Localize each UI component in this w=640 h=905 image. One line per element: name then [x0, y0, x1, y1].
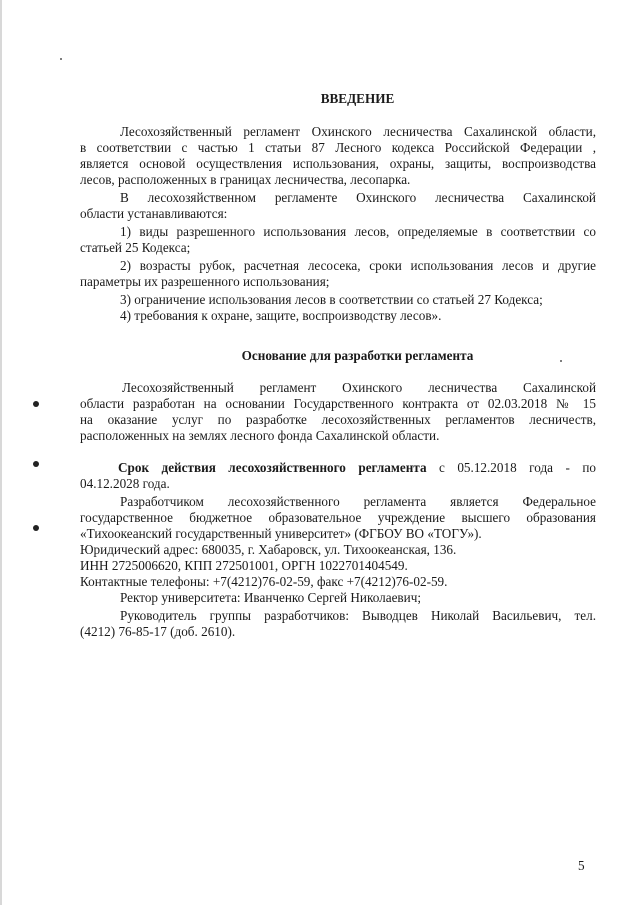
head-line-1: Руководитель группы разработчиков: Выводцев Николай Васильевич, тел.	[120, 608, 596, 623]
legal-address: Юридический адрес: 680035, г. Хабаровск, ул. Тихоокеанская, 136.	[80, 542, 457, 557]
list-item-1-line-2: статьей 25 Кодекса;	[80, 240, 191, 255]
scan-speck	[560, 360, 562, 362]
basis-line-2: области разработан на основании Государственного контракта от 02.03.2018 № 15	[80, 396, 596, 411]
term-dates: с 05.12.2018 года - по	[426, 460, 596, 475]
established-line-1: В лесохозяйственном регламенте Охинского лесничества Сахалинской	[120, 190, 596, 205]
margin-dot	[33, 401, 39, 407]
page-title: ВВЕДЕНИЕ	[320, 91, 395, 106]
developer-line-3: «Тихоокеанский государственный университет» (ФГБОУ ВО «ТОГУ»).	[80, 526, 482, 541]
list-item-2-line-2: параметры их разрешенного использования;	[80, 274, 330, 289]
established-line-2: области устанавливаются:	[80, 206, 228, 221]
intro-line-4: лесов, расположенных в границах лесничества, лесопарка.	[80, 172, 411, 187]
margin-dot	[33, 525, 39, 531]
list-item-3: 3) ограничение использования лесов в соответствии со статьей 27 Кодекса;	[120, 292, 543, 307]
rector: Ректор университета: Иванченко Сергей Николаевич;	[120, 590, 421, 605]
scan-edge	[0, 0, 2, 905]
developer-line-1: Разработчиком лесохозяйственного регламента является Федеральное	[120, 494, 596, 509]
basis-line-1: Лесохозяйственный регламент Охинского лесничества Сахалинской	[122, 380, 596, 395]
term-line-1	[118, 460, 596, 475]
list-item-4: 4) требования к охране, защите, воспроизводству лесов».	[120, 308, 442, 323]
basis-line-4: расположенных на землях лесного фонда Сахалинской области.	[80, 428, 440, 443]
section-heading: Основание для разработки регламента	[241, 348, 474, 363]
developer-line-2: государственное бюджетное образовательное учреждение высшего образования	[80, 510, 596, 525]
intro-line-1: Лесохозяйственный регламент Охинского лесничества Сахалинской области,	[120, 124, 596, 139]
basis-line-3: на оказание услуг по разработке лесохозяйственных регламентов лесничеств,	[80, 412, 596, 427]
margin-dot	[33, 461, 39, 467]
contact-phones: Контактные телефоны: +7(4212)76-02-59, факс +7(4212)76-02-59.	[80, 574, 448, 589]
intro-line-3: является основой осуществления использования, охраны, защиты, воспроизводства	[80, 156, 596, 171]
list-item-1-line-1: 1) виды разрешенного использования лесов, определяемые в соответствии со	[120, 224, 596, 239]
head-line-2: (4212) 76-85-17 (доб. 2610).	[80, 624, 236, 639]
intro-line-2: в соответствии с частью 1 статьи 87 Лесного кодекса Российской Федерации ,	[80, 140, 596, 155]
term-label: Срок действия лесохозяйственного регламента	[118, 460, 427, 475]
list-item-2-line-1: 2) возрасты рубок, расчетная лесосека, сроки использования лесов и другие	[120, 258, 596, 273]
scan-speck	[60, 58, 62, 60]
requisites: ИНН 2725006620, КПП 272501001, ОРГН 1022701404549.	[80, 558, 408, 573]
page-number: 5	[578, 858, 585, 873]
term-line-2: 04.12.2028 года.	[80, 476, 170, 491]
